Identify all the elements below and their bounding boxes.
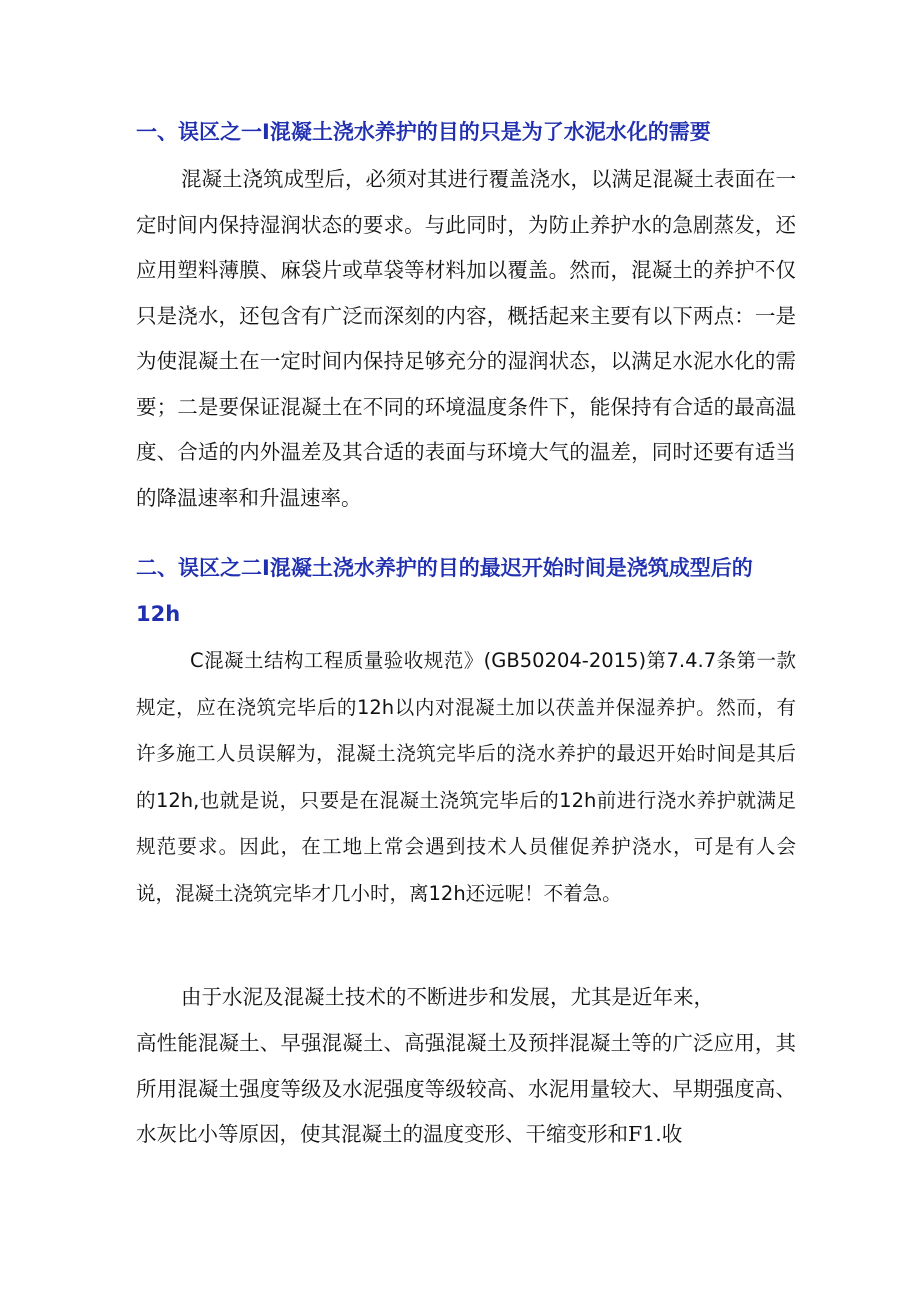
paragraph-3-first-line: 由于水泥及混凝土技术的不断进步和发展，尤其是近年来， [181,985,714,1009]
section-heading-2: 二、误区之二I混凝土浇水养护的目的最迟开始时间是浇筑成型后的12h [136,556,753,626]
paragraph-2: C混凝土结构工程质量验收规范》(GB50204-2015)第7.4.7条第一款规定，应在浇筑完毕后的12h以内对混凝土加以茯盖并保湿养护。然而，有许多施工人员误解为，混凝土浇筑完毕后的浇水养护的最迟开始时间是其后的12h,也就是说，只要是在混凝土浇筑完毕后的12h前进行浇水养护就满足规范要求。因此，在工地上常会遇到技术人员催促养护浇水，可是有人会说，混凝土浇筑完毕才几小时，离12h还远呢！不着急。 [136,649,796,905]
paragraph-1: 混凝土浇筑成型后，必须对其进行覆盖浇水，以满足混凝土表面在一定时间内保持湿润状态的要求。与此同时，为防止养护水的急剧蒸发，还应用塑料薄膜、麻袋片或草袋等材料加以覆盖。然而，混凝土的养护不仅只是浇水，还包含有广泛而深刻的内容，概括起来主要有以下两点：一是为使混凝土在一定时间内保持足够充分的湿润状态，以满足水泥水化的需要；二是要保证混凝土在不同的环境温度条件下，能保持有合适的最高温度、合适的内外温差及其合适的表面与环境大气的温差，同时还要有适当的降温速率和升温速率。 [136,167,796,510]
paragraph-3-continued: 高性能混凝土、早强混凝土、高强混凝土及预拌混凝土等的广泛应用，其所用混凝土强度等级及水泥强度等级较高、水泥用量较大、早期强度高、水灰比小等原因，使其混凝土的温度变形、干缩变形和F1.收 [136,1031,796,1146]
section-heading-1: 一、误区之一I混凝土浇水养护的目的只是为了水泥水化的需要 [136,120,711,144]
